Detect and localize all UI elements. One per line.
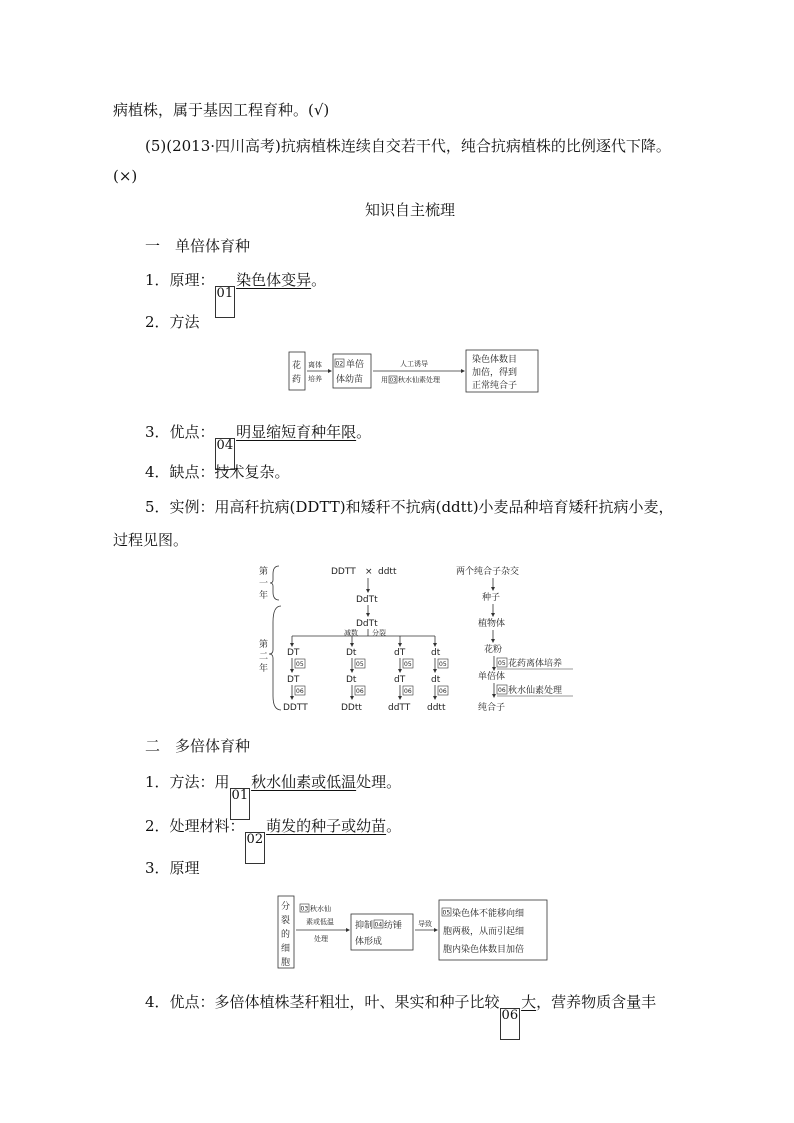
s2-item4-label: 4．优点：多倍体植株茎秆粗壮，叶、果实和种子比较 <box>145 993 500 1011</box>
answer-number-box: 06 <box>500 1008 521 1040</box>
d1-arrow2-pre: 用 <box>381 376 388 384</box>
s1-item1-label: 1．原理： <box>145 271 215 289</box>
d2-r3: ddtt <box>427 703 446 713</box>
d1-num2: 03 <box>389 377 397 384</box>
d2-num06-c: 06 <box>404 688 412 695</box>
d1-step1-top: 离体 <box>308 361 322 369</box>
s2-item4-end: ，营养物质含量丰 <box>536 993 657 1011</box>
section-title: 知识自主梳理 <box>365 201 456 219</box>
d2-num06-a: 06 <box>296 688 304 695</box>
d2-num05-b: 05 <box>356 661 364 668</box>
d2-right6: 单倍体 <box>478 672 506 682</box>
d1-box2-l2: 体幼苗 <box>336 375 364 385</box>
s1-item1-answer: 染色体变异 <box>236 271 312 289</box>
d2-right8: 纯合子 <box>478 703 506 713</box>
s1-item1 <box>145 270 326 318</box>
d2-h3: dt <box>431 675 441 685</box>
s2-item4 <box>145 992 656 1040</box>
d3-num1: 03 <box>300 905 309 913</box>
d3-start-1: 裂 <box>281 916 291 926</box>
answer-number-box: 02 <box>245 832 266 864</box>
d3-a1-l2: 素或低温 <box>306 918 334 926</box>
d3-num2: 04 <box>374 921 383 929</box>
d3-box3-l2: 胞两极，从而引起细 <box>443 927 525 937</box>
d3-num3: 05 <box>442 909 451 917</box>
d2-year1-c: 年 <box>259 591 269 601</box>
d2-g3: dt <box>431 648 441 658</box>
d2-f1: DdTt <box>356 595 378 605</box>
paragraph-top: 病植株，属于基因工程育种。(√) <box>113 101 330 119</box>
d2-right4: 花粉 <box>484 645 503 655</box>
s1-heading: 一 单倍体育种 <box>145 237 251 255</box>
d1-step1-bot: 培养 <box>308 375 322 383</box>
d3-a1-l3: 处理 <box>314 935 328 943</box>
d1-box2-l1: 单倍 <box>346 360 365 370</box>
s2-item1-label: 1．方法：用 <box>145 773 230 791</box>
d2-num05-c: 05 <box>404 661 412 668</box>
d2-g2: dT <box>394 648 406 658</box>
s2-item1-answer: 秋水仙素或低温 <box>251 773 357 791</box>
d1-num1: 02 <box>335 360 344 368</box>
d2-f1b: DdTt <box>356 619 378 629</box>
d2-h1: Dt <box>346 675 357 685</box>
d3-box2-l2: 体形成 <box>355 937 383 947</box>
d1-arrow2-top: 人工诱导 <box>400 360 428 368</box>
s2-item2-answer: 萌发的种子或幼苗 <box>266 817 387 835</box>
paragraph-5-line1: (5)(2013·四川高考)抗病植株连续自交若干代，纯合抗病植株的比例逐代下降。 <box>145 137 671 155</box>
d3-a1-l1: 秋水仙 <box>310 905 331 913</box>
d2-num06-d: 06 <box>439 688 447 695</box>
d2-year2-b: 二 <box>259 652 269 662</box>
d3-box3-l3: 胞内染色体数目加倍 <box>443 945 525 955</box>
s2-item2 <box>145 816 401 864</box>
d2-r0: DDTT <box>283 703 308 713</box>
s2-item3: 3．原理 <box>145 859 200 877</box>
d2-p2: ddtt <box>378 567 397 577</box>
d3-start-4: 胞 <box>281 958 291 968</box>
d2-year1-b: 一 <box>259 579 269 589</box>
s2-item2-end: 。 <box>386 817 402 835</box>
d2-num05-d: 05 <box>439 661 447 668</box>
s1-item1-end: 。 <box>311 271 327 289</box>
d2-arrows-05 <box>290 658 448 673</box>
s2-item4-answer: 大 <box>521 993 537 1011</box>
wheat-breeding-diagram <box>255 562 585 720</box>
d2-year2-a: 第 <box>259 640 269 650</box>
d2-right2: 种子 <box>482 593 501 603</box>
d2-right-num06: 06 <box>498 687 506 694</box>
d2-num05-a: 05 <box>296 661 304 668</box>
d1-box3-l2: 加倍，得到 <box>472 368 518 378</box>
d2-r2: ddTT <box>388 703 411 713</box>
d2-num06-b: 06 <box>356 688 364 695</box>
d1-box3-l3: 正常纯合子 <box>472 381 518 391</box>
s1-item5-line2: 过程见图。 <box>113 531 189 549</box>
d3-box2-l1: 纺锤 <box>384 921 403 931</box>
s2-heading: 二 多倍体育种 <box>145 737 251 755</box>
d2-r1: DDtt <box>341 703 362 713</box>
d2-right-num05: 05 <box>498 660 506 667</box>
d2-meiosis2: 分裂 <box>372 629 386 637</box>
d2-right1: 两个纯合子杂交 <box>456 567 520 577</box>
s1-item3-end: 。 <box>356 423 372 441</box>
d3-a2: 导致 <box>418 920 432 928</box>
d2-year2-c: 年 <box>259 664 269 674</box>
d2-right7: 秋水仙素处理 <box>508 686 563 696</box>
d1-box3-l1: 染色体数目 <box>472 355 518 365</box>
d2-right5: 花药离体培养 <box>508 659 563 669</box>
answer-number-box: 01 <box>230 788 251 820</box>
d3-box2-pre: 抑制 <box>355 921 374 931</box>
d2-g1: Dt <box>346 648 357 658</box>
haploid-method-diagram <box>285 348 545 396</box>
polyploid-principle-diagram <box>276 894 552 970</box>
s1-item3-label: 3．优点： <box>145 423 215 441</box>
answer-number-box: 01 <box>215 286 236 318</box>
d2-h0: DT <box>287 675 300 685</box>
s2-item1 <box>145 772 401 820</box>
s1-item5-line1: 5．实例：用高秆抗病(DDTT)和矮秆不抗病(ddtt)小麦品种培育矮秆抗病小麦， <box>145 498 674 516</box>
d2-arrows-06 <box>290 685 448 700</box>
s1-item4: 4．缺点：技术复杂。 <box>145 463 290 481</box>
s1-item2: 2．方法 <box>145 313 200 331</box>
d1-arrow2-bot: 秋水仙素处理 <box>398 376 440 384</box>
d2-g0: DT <box>287 648 300 658</box>
d3-box3-l1: 染色体不能移向细 <box>452 909 525 919</box>
d2-year1-a: 第 <box>259 567 269 577</box>
d1-start-b: 药 <box>292 375 302 385</box>
d3-start-3: 细 <box>281 944 291 954</box>
d3-start-2: 的 <box>281 930 291 940</box>
s1-item3-answer: 明显缩短育种年限 <box>236 423 357 441</box>
d2-h2: dT <box>394 675 406 685</box>
d3-start-0: 分 <box>281 902 291 912</box>
d2-meiosis1: 减数 <box>344 629 358 637</box>
d2-p1: DDTT <box>331 567 356 577</box>
s2-item2-label: 2．处理材料： <box>145 817 245 835</box>
paragraph-5-line2: (×) <box>113 167 138 185</box>
s2-item1-end: 处理。 <box>356 773 402 791</box>
d2-right3: 植物体 <box>478 619 506 629</box>
answer-number-box: 04 <box>215 438 236 470</box>
d1-start-a: 花 <box>292 361 302 371</box>
d2-cross: × <box>365 567 373 577</box>
